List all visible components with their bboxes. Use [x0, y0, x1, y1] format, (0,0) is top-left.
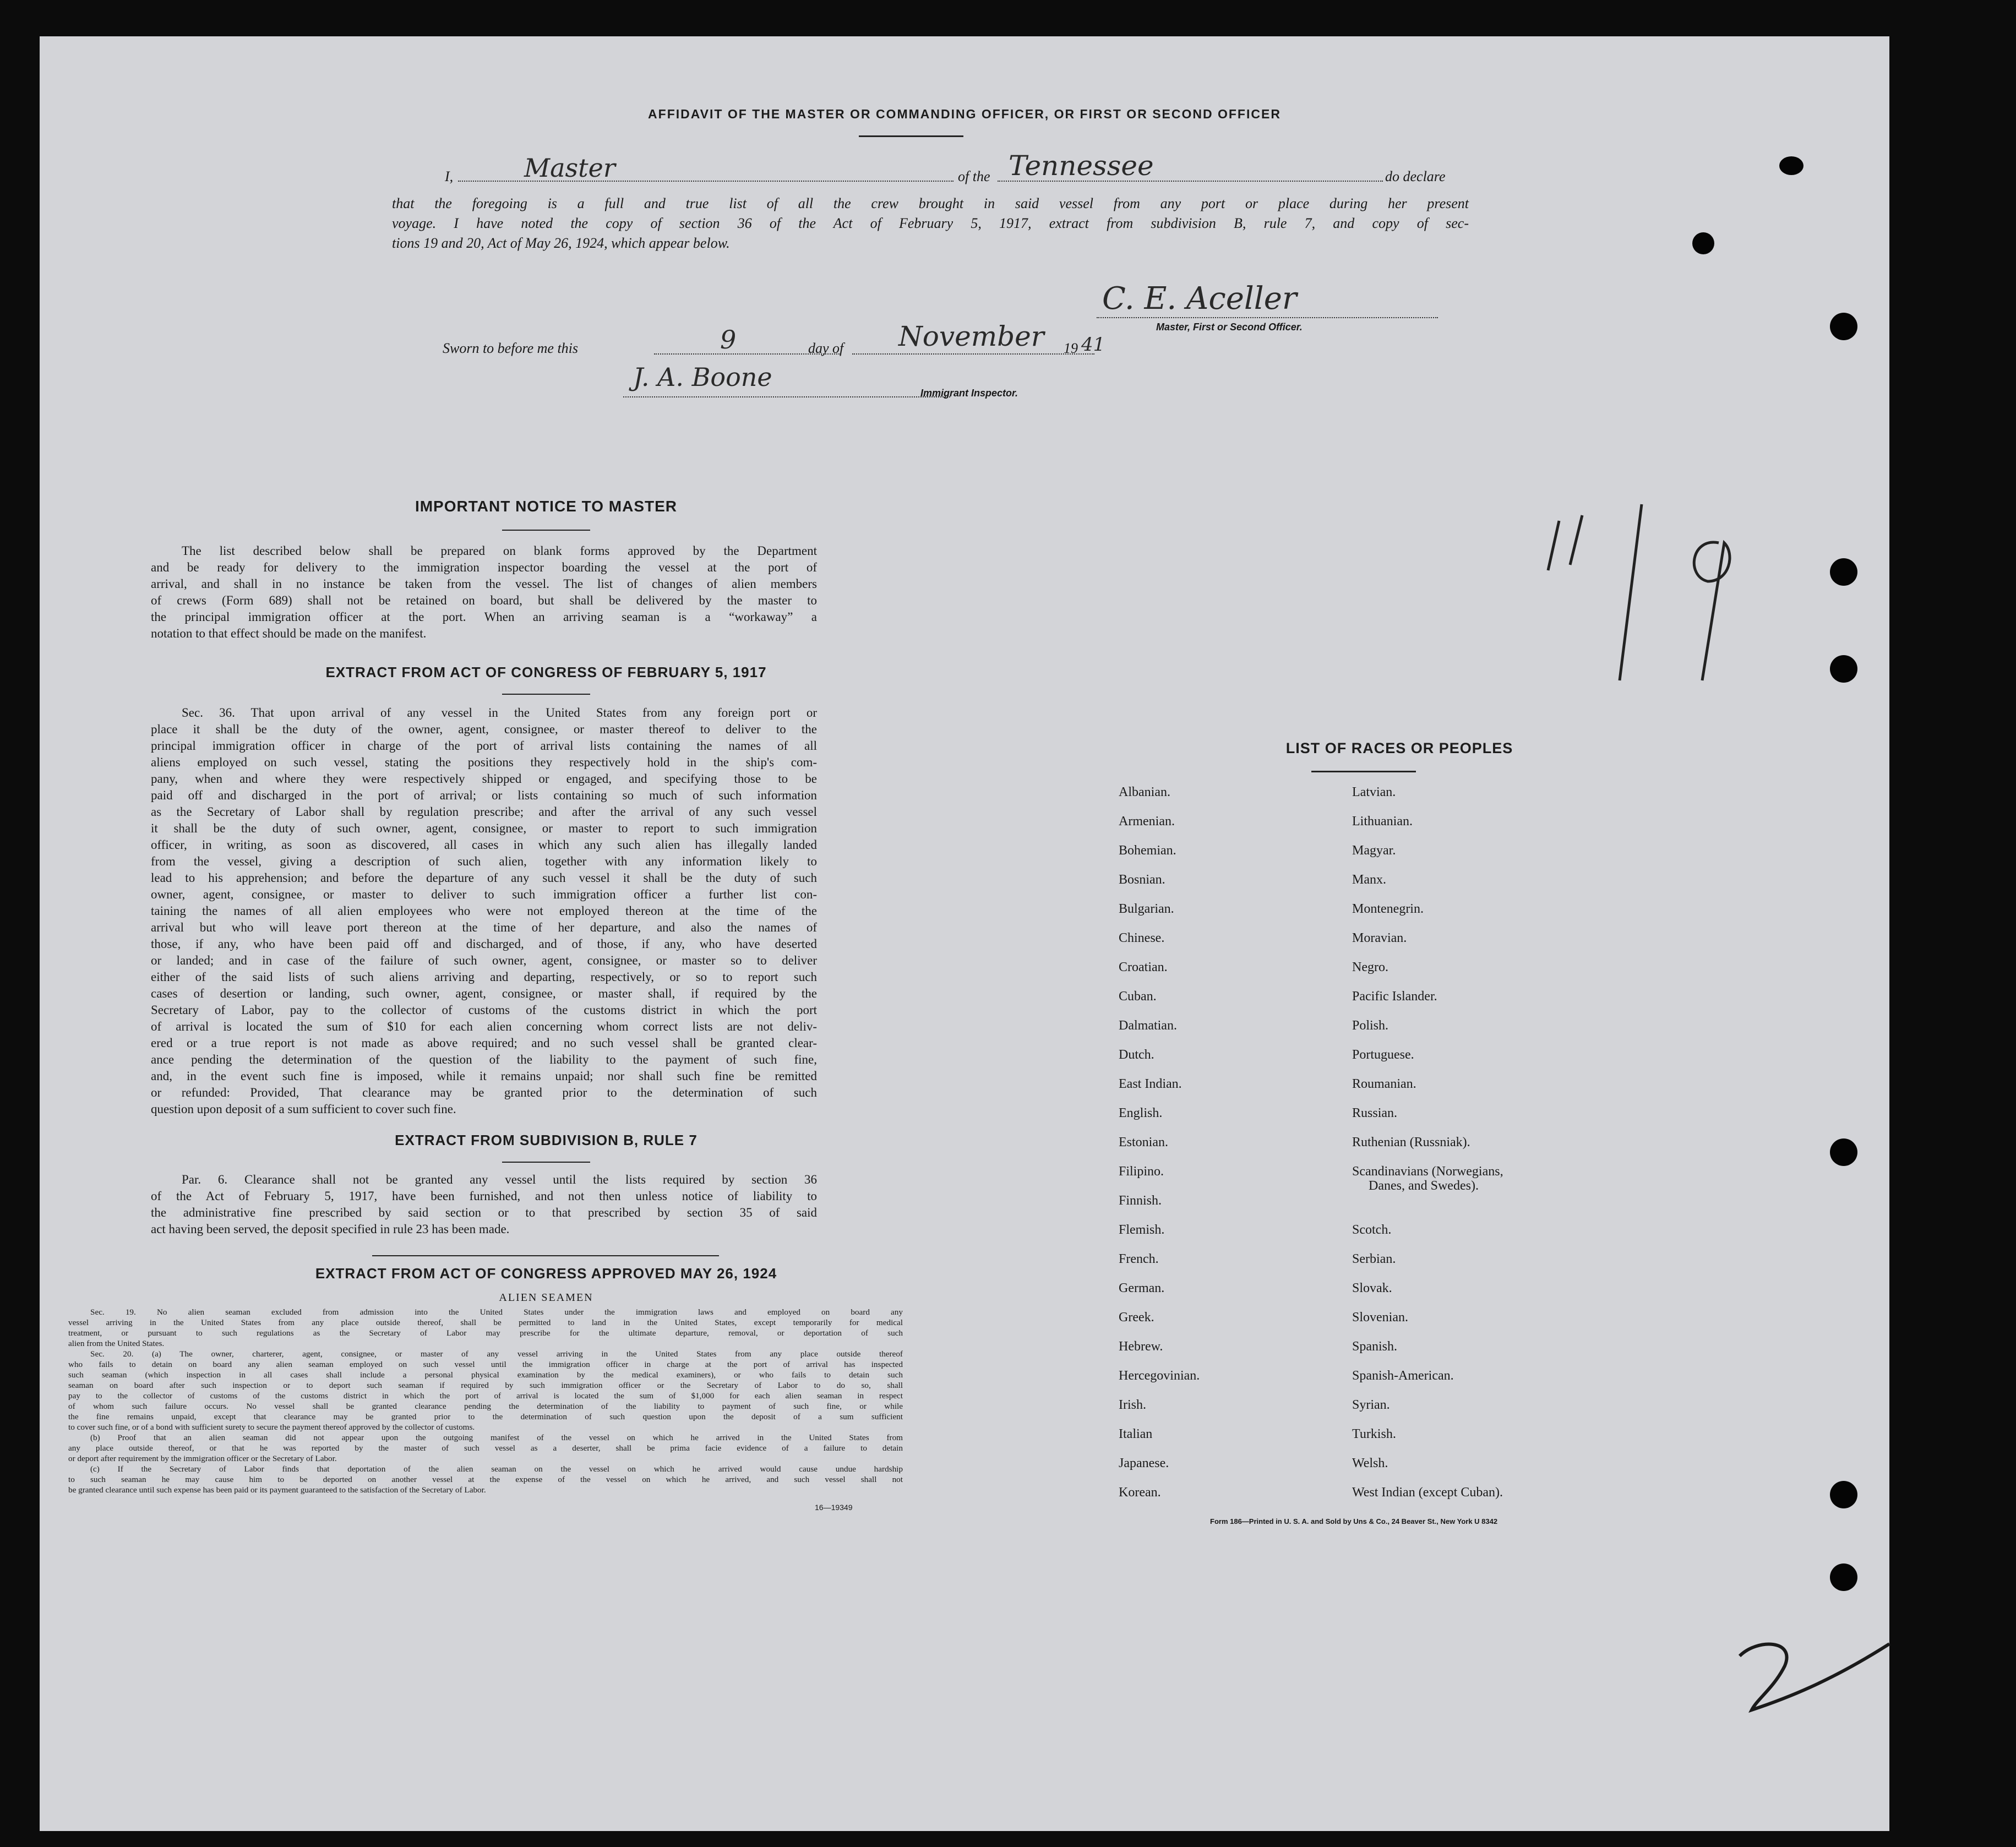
extract-1924-body: [68, 1307, 903, 1495]
affidavit-title: AFFIDAVIT OF THE MASTER OR COMMANDING OFFICER, OR FIRST OR SECOND OFFICER: [648, 107, 1281, 121]
name-handwritten: Master: [524, 153, 615, 183]
race-item: Ruthenian (Russniak).: [1352, 1135, 1470, 1149]
page-number-strokes: [1735, 1633, 1900, 1721]
text-line: act having been served, the deposit specified in rule 23 has been made.: [151, 1222, 510, 1236]
text-line: officer, in writing, as soon as discovered, all cases in which any such alien has illegally landed: [151, 838, 817, 852]
form-number: 16—19349: [815, 1503, 853, 1512]
text-line: or deport after requirement by the immigration officer or the Secretary of Labor.: [68, 1454, 337, 1463]
race-item: Filipino.: [1119, 1164, 1164, 1179]
text-line: and, in the event such fine is imposed, while it remains unpaid; nor shall such fine be remitted: [151, 1069, 817, 1083]
divider: [502, 694, 590, 695]
punch-hole: [1830, 655, 1857, 683]
day-of-label: day of: [808, 340, 844, 356]
text-line: as the Secretary of Labor shall by regulation prescribe; and after the arrival of any such vessel: [151, 805, 817, 819]
text-line: Par. 6. Clearance shall not be granted any vessel until the lists required by section 36: [182, 1173, 817, 1186]
race-item: Slovak.: [1352, 1281, 1392, 1295]
race-item: Chinese.: [1119, 931, 1165, 945]
race-item: Dalmatian.: [1119, 1018, 1177, 1033]
text-line: the fine remains unpaid, except that clearance may be granted prior to the determination of such question upon the deposit of a sum sufficient: [68, 1412, 903, 1421]
inspector-caption: Immigrant Inspector.: [920, 388, 1018, 399]
notice-body: [151, 543, 817, 642]
text-line: question upon deposit of a sum sufficient to cover such fine.: [151, 1102, 456, 1116]
race-item: Turkish.: [1352, 1427, 1396, 1441]
race-item: Japanese.: [1119, 1456, 1169, 1470]
race-item: Magyar.: [1352, 843, 1396, 858]
race-item: Lithuanian.: [1352, 814, 1413, 829]
text-line: who fails to detain on board any alien seaman employed on such vessel until the immigration officer in charge at the port of arrival has inspected: [68, 1360, 903, 1369]
text-line: it shall be the duty of such owner, agent, consignee, or master to report to such immigration: [151, 821, 817, 835]
race-item: Moravian.: [1352, 931, 1407, 945]
subdivision-body: [151, 1172, 817, 1238]
race-item: Montenegrin.: [1352, 902, 1424, 916]
text-line: arrival, and shall in no instance be taken from the vessel. The list of changes of alien members: [151, 577, 817, 591]
vessel-handwritten: Tennessee: [1009, 150, 1154, 182]
text-line: pay to the collector of customs of the customs district in which the port of arrival is located the sum of $1,000 for each alien seaman in respect: [68, 1391, 903, 1401]
race-item: Italian: [1119, 1427, 1153, 1441]
text-line: lead to his apprehension; and before the departure of any such vessel it shall be the duty of such: [151, 871, 817, 885]
race-item: Croatian.: [1119, 960, 1168, 974]
do-declare-label: do declare: [1385, 168, 1446, 184]
text-line: the administrative fine prescribed by said section or to that prescribed by section 35 of said: [151, 1206, 817, 1219]
text-line: to such seaman he may cause him to be deported on another vessel at the expense of the vessel on which he arrived, and such vessel shall not: [68, 1475, 903, 1484]
month-handwritten: November: [898, 320, 1044, 352]
race-item: Korean.: [1119, 1485, 1161, 1500]
text-line: owner, agent, consignee, or master to deliver to such immigration officer a further list con-: [151, 887, 817, 901]
punch-hole: [1830, 1563, 1857, 1591]
text-line: such seaman (which inspection in all cases shall include a personal physical examination by the medical examiners), or who fails to detain such: [68, 1370, 903, 1380]
races-left-column: [1119, 785, 1328, 1514]
text-line: and be ready for delivery to the immigration inspector boarding the vessel at the port of: [151, 560, 817, 574]
race-item: Spanish-American.: [1352, 1369, 1454, 1383]
day-handwritten: 9: [720, 325, 737, 355]
subdivision-title: EXTRACT FROM SUBDIVISION B, RULE 7: [395, 1132, 698, 1148]
divider: [372, 1255, 719, 1256]
race-item: West Indian (except Cuban).: [1352, 1485, 1503, 1500]
divider: [1311, 771, 1416, 772]
text-line: those, if any, who have been paid off and discharged, and of those, if any, who have deserted: [151, 937, 817, 951]
master-signature-line: [1097, 317, 1438, 318]
race-item: Dutch.: [1119, 1048, 1154, 1062]
notice-title: IMPORTANT NOTICE TO MASTER: [415, 498, 678, 515]
race-item: Russian.: [1352, 1106, 1398, 1120]
text-line: cases of desertion or landing, such owner, agent, consignee, or master shall, if required by the: [151, 987, 817, 1000]
races-title: LIST OF RACES OR PEOPLES: [1285, 740, 1513, 756]
race-item: Albanian.: [1119, 785, 1170, 799]
text-line: to cover such fine, or of a bond with sufficient surety to secure the payment thereof approved by the collector of customs.: [68, 1423, 475, 1432]
race-item: Manx.: [1352, 873, 1386, 887]
text-line: taining the names of all alien employees who were not employed thereon at the time of the: [151, 904, 817, 918]
text-line: Sec. 19. No alien seaman excluded from admission into the United States under the immigration laws and employed on board any: [90, 1307, 903, 1317]
sworn-label: Sworn to before me this: [443, 340, 579, 356]
race-item: Negro.: [1352, 960, 1388, 974]
punch-hole: [1830, 313, 1857, 340]
race-item: Bohemian.: [1119, 843, 1176, 858]
master-caption: Master, First or Second Officer.: [1156, 322, 1303, 333]
text-line: of the Act of February 5, 1917, have been furnished, and not then unless notice of liability to: [151, 1189, 817, 1203]
ink-blot: [1779, 156, 1803, 175]
text-line: be granted clearance until such expense has been paid or its payment guaranteed to the satisfaction of the Secretary of Labor.: [68, 1485, 486, 1495]
page-number-annotation: [1735, 1633, 1900, 1721]
race-item: Flemish.: [1119, 1223, 1165, 1237]
inspector-signature-line: [623, 396, 950, 397]
race-item: Roumanian.: [1352, 1077, 1416, 1091]
race-item: Scotch.: [1352, 1223, 1392, 1237]
race-item: Danes, and Swedes).: [1369, 1179, 1479, 1193]
race-item: Greek.: [1119, 1310, 1154, 1325]
year-handwritten: 41: [1081, 334, 1105, 356]
extract-1917-title: EXTRACT FROM ACT OF CONGRESS OF FEBRUARY 5, 1917: [325, 664, 767, 680]
affidavit-statement: [392, 194, 1469, 253]
punch-hole: [1692, 232, 1714, 254]
race-item: Serbian.: [1352, 1252, 1396, 1266]
date-annotation: [1537, 499, 1790, 730]
text-line: alien from the United States.: [68, 1339, 165, 1348]
race-item: French.: [1119, 1252, 1159, 1266]
text-line: Sec. 36. That upon arrival of any vessel in the United States from any foreign port or: [182, 706, 817, 720]
text-line: notation to that effect should be made on the manifest.: [151, 626, 427, 640]
text-line: Secretary of Labor, pay to the collector of customs of the customs district in which the port: [151, 1003, 817, 1017]
race-item: Bosnian.: [1119, 873, 1165, 887]
text-line: principal immigration officer in charge of the port of arrival lists containing the names of all: [151, 739, 817, 753]
text-line: arrival but who will leave port thereon at the time of her departure, and also the names of: [151, 920, 817, 934]
affidavit-i-label: I,: [445, 168, 454, 184]
text-line: paid off and discharged in the port of arrival; or lists containing so much of such information: [151, 788, 817, 802]
text-line: of crews (Form 689) shall not be retained on board, but shall be delivered by the master to: [151, 593, 817, 607]
date-annotation-strokes: [1537, 499, 1790, 730]
text-line: The list described below shall be prepared on blank forms approved by the Department: [182, 544, 817, 558]
month-field-line: [852, 353, 1094, 355]
race-item: East Indian.: [1119, 1077, 1182, 1091]
divider: [859, 135, 963, 137]
race-item: Bulgarian.: [1119, 902, 1174, 916]
text-line: of whom such failure occurs. No vessel shall be granted clearance pending the determination of the liability to payment of such fine, or while: [68, 1402, 903, 1411]
text-line: (b) Proof that an alien seaman did not appear upon the outgoing manifest of the vessel on which he arrived in the United States from: [90, 1433, 903, 1442]
race-item: Irish.: [1119, 1398, 1146, 1412]
race-item: Slovenian.: [1352, 1310, 1408, 1325]
text-line: treatment, or pursuant to such regulations as the Secretary of Labor may prescribe for the ultimate departure, removal, or deportation of such: [68, 1328, 903, 1338]
race-item: Scandinavians (Norwegians,: [1352, 1164, 1503, 1179]
extract-1917-body: [151, 705, 817, 1118]
punch-hole: [1830, 558, 1857, 586]
text-line: seaman on board after such inspection or to deport such seaman if required by such immigration officer or the Secretary of Labor to do so, shall: [68, 1381, 903, 1390]
race-item: Latvian.: [1352, 785, 1396, 799]
text-line: (c) If the Secretary of Labor finds that deportation of the alien seaman on the vessel on which he arrived would cause undue hardship: [90, 1464, 903, 1474]
divider: [502, 1162, 590, 1163]
text-line: pany, when and where they were respectively shipped or engaged, and specifying those to be: [151, 772, 817, 786]
printer-footer: Form 186—Printed in U. S. A. and Sold by Uns & Co., 24 Beaver St., New York U 8342: [1210, 1517, 1498, 1525]
text-line: either of the said lists of such aliens arriving and departing, respectively, or so to report such: [151, 970, 817, 984]
text-line: from the vessel, giving a description of such alien, together with any information likely to: [151, 854, 817, 868]
text-line: any place outside thereof, or that he was reported by the master of such vessel as a deserter, shall be prima facie evidence of a failure to detain: [68, 1443, 903, 1453]
race-item: Portuguese.: [1352, 1048, 1414, 1062]
text-line: Sec. 20. (a) The owner, charterer, agent, consignee, or master of any vessel arriving in the United States from any place outside thereof: [90, 1349, 903, 1359]
extract-1924-title: EXTRACT FROM ACT OF CONGRESS APPROVED MAY 26, 1924: [315, 1265, 777, 1282]
document-page: [40, 36, 1889, 1831]
statement-line: tions 19 and 20, Act of May 26, 1924, which appear below.: [392, 235, 730, 251]
text-line: place it shall be the duty of the owner, agent, consignee, or master thereof to deliver to the: [151, 722, 817, 736]
race-item: Welsh.: [1352, 1456, 1388, 1470]
race-item: Pacific Islander.: [1352, 989, 1437, 1004]
text-line: vessel arriving in the United States from any place outside thereof, shall be permitted to land in the United States, except temporarily for medical: [68, 1318, 903, 1327]
race-item: Finnish.: [1119, 1194, 1162, 1208]
statement-line: that the foregoing is a full and true list of all the crew brought in said vessel from any port or place during her present: [392, 195, 1469, 211]
year-prefix: 19: [1064, 340, 1078, 356]
race-item: Hercegovinian.: [1119, 1369, 1200, 1383]
text-line: of arrival is located the sum of $10 for each alien concerning whom correct lists are not deliv-: [151, 1020, 817, 1033]
punch-hole: [1830, 1481, 1857, 1508]
statement-line: voyage. I have noted the copy of section 36 of the Act of February 5, 1917, extract from subdivision B, rule 7, and copy of sec-: [392, 215, 1469, 231]
text-line: ered or a true report is not made as above required; and no such vessel shall be granted clear-: [151, 1036, 817, 1050]
text-line: aliens employed on such vessel, stating the positions they respectively hold in the ship's com-: [151, 755, 817, 769]
race-item: Armenian.: [1119, 814, 1175, 829]
of-the-label: of the: [958, 168, 990, 184]
race-item: Estonian.: [1119, 1135, 1168, 1149]
alien-seamen-subtitle: ALIEN SEAMEN: [499, 1292, 593, 1304]
text-line: ance pending the determination of the question of the liability to the payment of such fine,: [151, 1053, 817, 1066]
master-signature: C. E. Aceller: [1102, 281, 1297, 317]
race-item: Hebrew.: [1119, 1339, 1163, 1354]
race-item: German.: [1119, 1281, 1165, 1295]
inspector-signature: J. A. Boone: [633, 362, 772, 392]
race-item: Polish.: [1352, 1018, 1389, 1033]
punch-hole: [1830, 1138, 1857, 1166]
race-item: Cuban.: [1119, 989, 1157, 1004]
text-line: or refunded: Provided, That clearance may be granted prior to the determination of such: [151, 1086, 817, 1099]
text-line: the principal immigration officer at the port. When an arriving seaman is a “workaway” a: [151, 610, 817, 624]
race-item: Spanish.: [1352, 1339, 1398, 1354]
divider: [502, 530, 590, 531]
text-line: or landed; and in case of the failure of such owner, agent, consignee, or master so to deliver: [151, 954, 817, 967]
races-right-column: [1352, 785, 1660, 1514]
race-item: English.: [1119, 1106, 1163, 1120]
race-item: Syrian.: [1352, 1398, 1390, 1412]
